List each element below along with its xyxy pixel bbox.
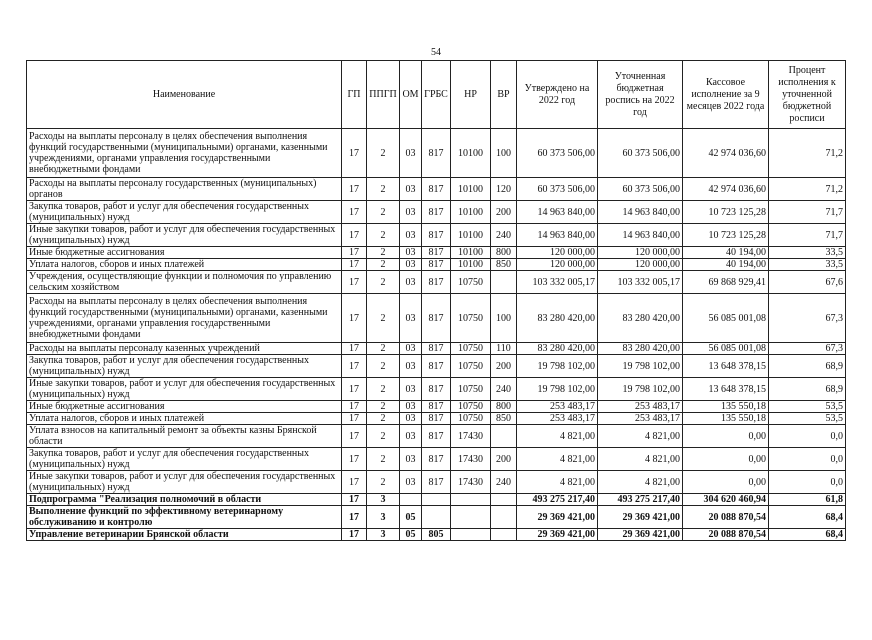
cell-vr: 240 (491, 224, 517, 247)
header-np: НР (451, 61, 491, 129)
header-vr: ВР (491, 61, 517, 129)
cell-name: Расходы на выплаты персоналу казенных учреждений (27, 343, 342, 355)
cell-vr (491, 494, 517, 506)
cell-om: 03 (400, 271, 422, 294)
cell-om: 03 (400, 294, 422, 343)
cell-name: Уплата налогов, сборов и иных платежей (27, 259, 342, 271)
cell-executed: 135 550,18 (683, 401, 769, 413)
cell-ppgp: 2 (367, 201, 400, 224)
cell-om: 03 (400, 224, 422, 247)
table-row (27, 201, 846, 224)
table-row (27, 425, 846, 448)
cell-ppgp: 2 (367, 294, 400, 343)
cell-percent: 61,8 (769, 494, 846, 506)
cell-ppgp: 2 (367, 224, 400, 247)
cell-vr: 850 (491, 413, 517, 425)
table-row (27, 401, 846, 413)
cell-name: Иные бюджетные ассигнования (27, 401, 342, 413)
budget-table (26, 60, 846, 541)
cell-np: 10100 (451, 224, 491, 247)
cell-np: 17430 (451, 448, 491, 471)
header-om: ОМ (400, 61, 422, 129)
cell-np: 10100 (451, 178, 491, 201)
cell-executed: 69 868 929,41 (683, 271, 769, 294)
cell-gp: 17 (342, 401, 367, 413)
cell-name: Иные закупки товаров, работ и услуг для обеспечения государственных (муниципальных) нужд (27, 224, 342, 247)
cell-np: 10750 (451, 355, 491, 378)
cell-percent: 71,7 (769, 224, 846, 247)
cell-revised: 4 821,00 (598, 425, 683, 448)
cell-name: Расходы на выплаты персоналу государственных (муниципальных) органов (27, 178, 342, 201)
cell-grbs (422, 494, 451, 506)
cell-vr (491, 506, 517, 529)
cell-executed: 304 620 460,94 (683, 494, 769, 506)
cell-executed: 0,00 (683, 471, 769, 494)
cell-gp: 17 (342, 201, 367, 224)
cell-grbs: 817 (422, 471, 451, 494)
cell-np: 17430 (451, 425, 491, 448)
table-row (27, 178, 846, 201)
cell-executed: 40 194,00 (683, 259, 769, 271)
cell-percent: 68,9 (769, 378, 846, 401)
cell-approved: 493 275 217,40 (517, 494, 598, 506)
cell-approved: 103 332 005,17 (517, 271, 598, 294)
cell-om: 03 (400, 259, 422, 271)
cell-np: 10750 (451, 378, 491, 401)
cell-name: Подпрограмма "Реализация полномочий в области (27, 494, 342, 506)
cell-revised: 103 332 005,17 (598, 271, 683, 294)
cell-gp: 17 (342, 529, 367, 541)
cell-executed: 0,00 (683, 448, 769, 471)
cell-vr: 110 (491, 343, 517, 355)
cell-percent: 0,0 (769, 425, 846, 448)
cell-approved: 120 000,00 (517, 247, 598, 259)
cell-vr: 800 (491, 247, 517, 259)
cell-name: Расходы на выплаты персоналу в целях обеспечения выполнения функций государственными (муниципальными) органами, казенными учреждениями, органами управления государственными внебюджетными фондами (27, 294, 342, 343)
table-row (27, 294, 846, 343)
cell-approved: 253 483,17 (517, 401, 598, 413)
cell-revised: 493 275 217,40 (598, 494, 683, 506)
cell-executed: 20 088 870,54 (683, 529, 769, 541)
header-gp: ГП (342, 61, 367, 129)
cell-vr: 240 (491, 471, 517, 494)
cell-revised: 19 798 102,00 (598, 378, 683, 401)
cell-gp: 17 (342, 413, 367, 425)
cell-approved: 29 369 421,00 (517, 506, 598, 529)
cell-ppgp: 2 (367, 413, 400, 425)
table-row (27, 129, 846, 178)
cell-om: 05 (400, 529, 422, 541)
cell-np (451, 506, 491, 529)
cell-executed: 56 085 001,08 (683, 343, 769, 355)
cell-vr: 120 (491, 178, 517, 201)
cell-approved: 14 963 840,00 (517, 201, 598, 224)
cell-name: Уплата взносов на капитальный ремонт за объекты казны Брянской области (27, 425, 342, 448)
cell-percent: 71,2 (769, 178, 846, 201)
cell-np (451, 494, 491, 506)
cell-revised: 253 483,17 (598, 401, 683, 413)
cell-name: Иные бюджетные ассигнования (27, 247, 342, 259)
table-row (27, 259, 846, 271)
cell-om: 03 (400, 413, 422, 425)
cell-grbs: 817 (422, 259, 451, 271)
cell-name: Расходы на выплаты персоналу в целях обеспечения выполнения функций государственными (муниципальными) органами, казенными учреждениями, органами управления государственными внебюджетными фондами (27, 129, 342, 178)
cell-vr: 100 (491, 129, 517, 178)
cell-gp: 17 (342, 247, 367, 259)
cell-ppgp: 3 (367, 529, 400, 541)
table-row (27, 529, 846, 541)
cell-ppgp: 3 (367, 494, 400, 506)
cell-name: Закупка товаров, работ и услуг для обеспечения государственных (муниципальных) нужд (27, 201, 342, 224)
table-row (27, 448, 846, 471)
cell-ppgp: 2 (367, 343, 400, 355)
cell-grbs: 817 (422, 425, 451, 448)
cell-approved: 19 798 102,00 (517, 355, 598, 378)
cell-percent: 71,7 (769, 201, 846, 224)
cell-executed: 13 648 378,15 (683, 355, 769, 378)
cell-np: 10100 (451, 259, 491, 271)
cell-revised: 14 963 840,00 (598, 224, 683, 247)
cell-revised: 83 280 420,00 (598, 294, 683, 343)
cell-grbs: 817 (422, 294, 451, 343)
cell-revised: 253 483,17 (598, 413, 683, 425)
cell-executed: 13 648 378,15 (683, 378, 769, 401)
table-row (27, 224, 846, 247)
cell-grbs: 817 (422, 355, 451, 378)
cell-om: 03 (400, 343, 422, 355)
cell-grbs: 817 (422, 413, 451, 425)
cell-percent: 68,4 (769, 529, 846, 541)
cell-executed: 56 085 001,08 (683, 294, 769, 343)
cell-percent: 71,2 (769, 129, 846, 178)
cell-grbs: 817 (422, 129, 451, 178)
cell-approved: 19 798 102,00 (517, 378, 598, 401)
cell-vr: 200 (491, 201, 517, 224)
cell-ppgp: 2 (367, 448, 400, 471)
header-ppgp: ППГП (367, 61, 400, 129)
cell-ppgp: 2 (367, 401, 400, 413)
cell-om: 03 (400, 448, 422, 471)
cell-revised: 120 000,00 (598, 259, 683, 271)
cell-revised: 60 373 506,00 (598, 178, 683, 201)
cell-om: 03 (400, 378, 422, 401)
cell-ppgp: 2 (367, 471, 400, 494)
cell-percent: 0,0 (769, 448, 846, 471)
cell-ppgp: 2 (367, 425, 400, 448)
cell-approved: 60 373 506,00 (517, 178, 598, 201)
cell-name: Учреждения, осуществляющие функции и полномочия по управлению сельским хозяйством (27, 271, 342, 294)
header-percent: Процент исполнения к уточненной бюджетной росписи (769, 61, 846, 129)
cell-om: 03 (400, 247, 422, 259)
cell-gp: 17 (342, 129, 367, 178)
cell-revised: 83 280 420,00 (598, 343, 683, 355)
cell-gp: 17 (342, 178, 367, 201)
cell-gp: 17 (342, 224, 367, 247)
cell-ppgp: 2 (367, 129, 400, 178)
cell-gp: 17 (342, 494, 367, 506)
cell-revised: 29 369 421,00 (598, 529, 683, 541)
cell-gp: 17 (342, 355, 367, 378)
cell-approved: 83 280 420,00 (517, 343, 598, 355)
cell-approved: 4 821,00 (517, 425, 598, 448)
cell-percent: 33,5 (769, 259, 846, 271)
table-row (27, 471, 846, 494)
cell-percent: 68,4 (769, 506, 846, 529)
cell-vr: 800 (491, 401, 517, 413)
cell-ppgp: 3 (367, 506, 400, 529)
cell-revised: 29 369 421,00 (598, 506, 683, 529)
cell-om: 03 (400, 178, 422, 201)
cell-gp: 17 (342, 448, 367, 471)
cell-executed: 10 723 125,28 (683, 201, 769, 224)
cell-om: 05 (400, 506, 422, 529)
cell-approved: 14 963 840,00 (517, 224, 598, 247)
cell-approved: 4 821,00 (517, 448, 598, 471)
cell-percent: 53,5 (769, 413, 846, 425)
cell-percent: 67,3 (769, 294, 846, 343)
cell-name: Иные закупки товаров, работ и услуг для обеспечения государственных (муниципальных) нужд (27, 471, 342, 494)
cell-approved: 253 483,17 (517, 413, 598, 425)
cell-vr: 200 (491, 355, 517, 378)
cell-np: 10100 (451, 201, 491, 224)
cell-vr: 100 (491, 294, 517, 343)
table-row (27, 247, 846, 259)
cell-approved: 83 280 420,00 (517, 294, 598, 343)
cell-gp: 17 (342, 343, 367, 355)
cell-percent: 33,5 (769, 247, 846, 259)
table-row (27, 494, 846, 506)
cell-gp: 17 (342, 294, 367, 343)
cell-gp: 17 (342, 259, 367, 271)
cell-om (400, 494, 422, 506)
cell-name: Закупка товаров, работ и услуг для обеспечения государственных (муниципальных) нужд (27, 355, 342, 378)
cell-name: Закупка товаров, работ и услуг для обеспечения государственных (муниципальных) нужд (27, 448, 342, 471)
cell-om: 03 (400, 355, 422, 378)
cell-executed: 10 723 125,28 (683, 224, 769, 247)
cell-gp: 17 (342, 471, 367, 494)
cell-np: 10750 (451, 271, 491, 294)
cell-vr (491, 529, 517, 541)
table-row (27, 506, 846, 529)
header-approved: Утверждено на 2022 год (517, 61, 598, 129)
cell-om: 03 (400, 401, 422, 413)
header-grbs: ГРБС (422, 61, 451, 129)
table-row (27, 355, 846, 378)
cell-vr: 850 (491, 259, 517, 271)
table-body (27, 129, 846, 541)
cell-grbs: 817 (422, 343, 451, 355)
cell-ppgp: 2 (367, 355, 400, 378)
cell-ppgp: 2 (367, 178, 400, 201)
cell-percent: 67,3 (769, 343, 846, 355)
cell-gp: 17 (342, 506, 367, 529)
cell-grbs: 805 (422, 529, 451, 541)
cell-np: 17430 (451, 471, 491, 494)
table-row (27, 343, 846, 355)
header-revised: Уточненная бюджетная роспись на 2022 год (598, 61, 683, 129)
cell-approved: 120 000,00 (517, 259, 598, 271)
cell-revised: 4 821,00 (598, 471, 683, 494)
cell-gp: 17 (342, 425, 367, 448)
cell-gp: 17 (342, 271, 367, 294)
cell-vr: 200 (491, 448, 517, 471)
cell-name: Уплата налогов, сборов и иных платежей (27, 413, 342, 425)
cell-np: 10750 (451, 401, 491, 413)
cell-executed: 135 550,18 (683, 413, 769, 425)
cell-approved: 4 821,00 (517, 471, 598, 494)
header-executed: Кассовое исполнение за 9 месяцев 2022 года (683, 61, 769, 129)
cell-ppgp: 2 (367, 259, 400, 271)
cell-approved: 60 373 506,00 (517, 129, 598, 178)
cell-np (451, 529, 491, 541)
cell-executed: 42 974 036,60 (683, 178, 769, 201)
cell-name: Выполнение функций по эффективному ветеринарному обслуживанию и контролю (27, 506, 342, 529)
cell-np: 10750 (451, 343, 491, 355)
table-row (27, 413, 846, 425)
cell-om: 03 (400, 471, 422, 494)
cell-grbs: 817 (422, 247, 451, 259)
table-row (27, 271, 846, 294)
cell-revised: 60 373 506,00 (598, 129, 683, 178)
cell-percent: 53,5 (769, 401, 846, 413)
cell-om: 03 (400, 201, 422, 224)
cell-ppgp: 2 (367, 247, 400, 259)
cell-percent: 68,9 (769, 355, 846, 378)
cell-revised: 14 963 840,00 (598, 201, 683, 224)
cell-grbs: 817 (422, 401, 451, 413)
table-header-row (27, 61, 846, 129)
cell-np: 10750 (451, 413, 491, 425)
cell-om: 03 (400, 129, 422, 178)
header-name: Наименование (27, 61, 342, 129)
cell-executed: 0,00 (683, 425, 769, 448)
cell-om: 03 (400, 425, 422, 448)
cell-executed: 20 088 870,54 (683, 506, 769, 529)
cell-approved: 29 369 421,00 (517, 529, 598, 541)
cell-name: Управление ветеринарии Брянской области (27, 529, 342, 541)
cell-grbs: 817 (422, 378, 451, 401)
cell-np: 10100 (451, 247, 491, 259)
cell-percent: 67,6 (769, 271, 846, 294)
cell-grbs: 817 (422, 448, 451, 471)
cell-np: 10100 (451, 129, 491, 178)
cell-vr (491, 425, 517, 448)
cell-grbs: 817 (422, 271, 451, 294)
cell-name: Иные закупки товаров, работ и услуг для обеспечения государственных (муниципальных) нужд (27, 378, 342, 401)
cell-vr: 240 (491, 378, 517, 401)
cell-gp: 17 (342, 378, 367, 401)
cell-revised: 4 821,00 (598, 448, 683, 471)
cell-revised: 19 798 102,00 (598, 355, 683, 378)
cell-revised: 120 000,00 (598, 247, 683, 259)
cell-vr (491, 271, 517, 294)
cell-np: 10750 (451, 294, 491, 343)
cell-grbs: 817 (422, 201, 451, 224)
cell-grbs: 817 (422, 178, 451, 201)
cell-ppgp: 2 (367, 378, 400, 401)
cell-executed: 40 194,00 (683, 247, 769, 259)
page-number: 54 (431, 47, 441, 58)
cell-grbs (422, 506, 451, 529)
cell-executed: 42 974 036,60 (683, 129, 769, 178)
cell-ppgp: 2 (367, 271, 400, 294)
cell-grbs: 817 (422, 224, 451, 247)
table-row (27, 378, 846, 401)
cell-percent: 0,0 (769, 471, 846, 494)
